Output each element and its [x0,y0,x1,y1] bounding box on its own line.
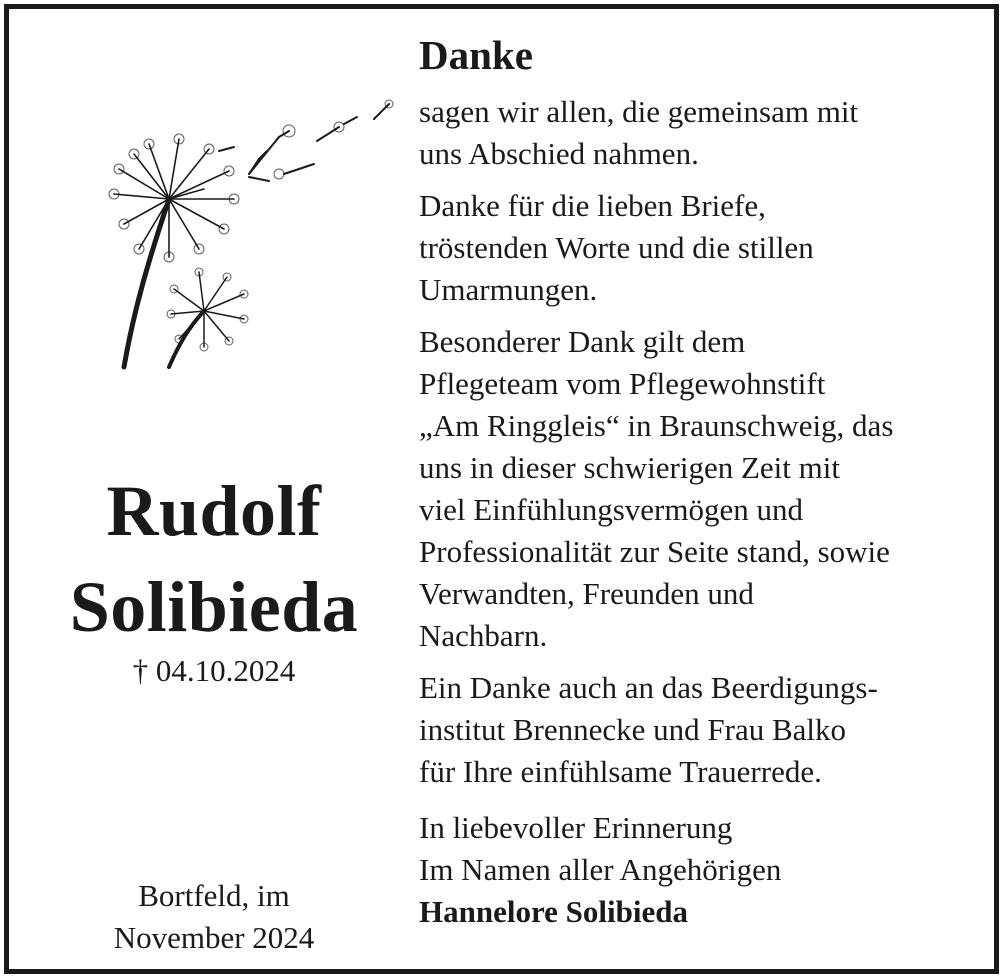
heading: Danke [419,32,533,78]
closing-line: In liebevoller Erinnerung [419,810,733,845]
text-line: uns Abschied nahmen. [419,136,699,171]
paragraph [419,91,994,175]
place-date-line: Bortfeld, im [138,878,290,913]
text-line: Verwandten, Freunden und [419,576,754,611]
dandelion-icon [99,89,409,379]
place-date-line: November 2024 [113,920,315,955]
paragraph [419,185,994,311]
text-line: Professionalität zur Seite stand, sowie [419,534,890,569]
place-date [19,875,409,959]
text-line: viel Einfühlungsvermögen und [419,492,803,527]
deceased-first-name: Rudolf [106,471,322,551]
text-line: Nachbarn. [419,618,548,653]
text-line: institut Brennecke und Frau Balko [419,712,847,747]
text-line: Umarmungen. [419,272,598,307]
closing-line: Im Namen aller Angehörigen [419,852,782,887]
closing [419,807,994,933]
text-line: für Ihre einfühlsame Trauerrede. [419,754,822,789]
left-column [19,9,409,969]
text-line: Ein Danke auch an das Beerdigungs- [419,670,878,705]
text-line: „Am Ringgleis“ in Braunschweig, das [419,408,894,443]
paragraph [419,667,994,793]
text-line: sagen wir allen, die gemeinsam mit [419,94,859,129]
text-line: Pflegeteam vom Pflegewohnstift [419,366,826,401]
right-column [419,27,994,933]
death-date: † 04.10.2024 [132,653,296,688]
text-line: Danke für die lieben Briefe, [419,188,766,223]
text-line: tröstenden Worte und die stillen [419,230,814,265]
text-line: Besonderer Dank gilt dem [419,324,746,359]
deceased-last-name: Solibieda [69,567,359,647]
text-line: uns in dieser schwierigen Zeit mit [419,450,840,485]
notice-frame [4,4,999,974]
signer-name: Hannelore Solibieda [419,894,688,929]
paragraph [419,321,994,657]
